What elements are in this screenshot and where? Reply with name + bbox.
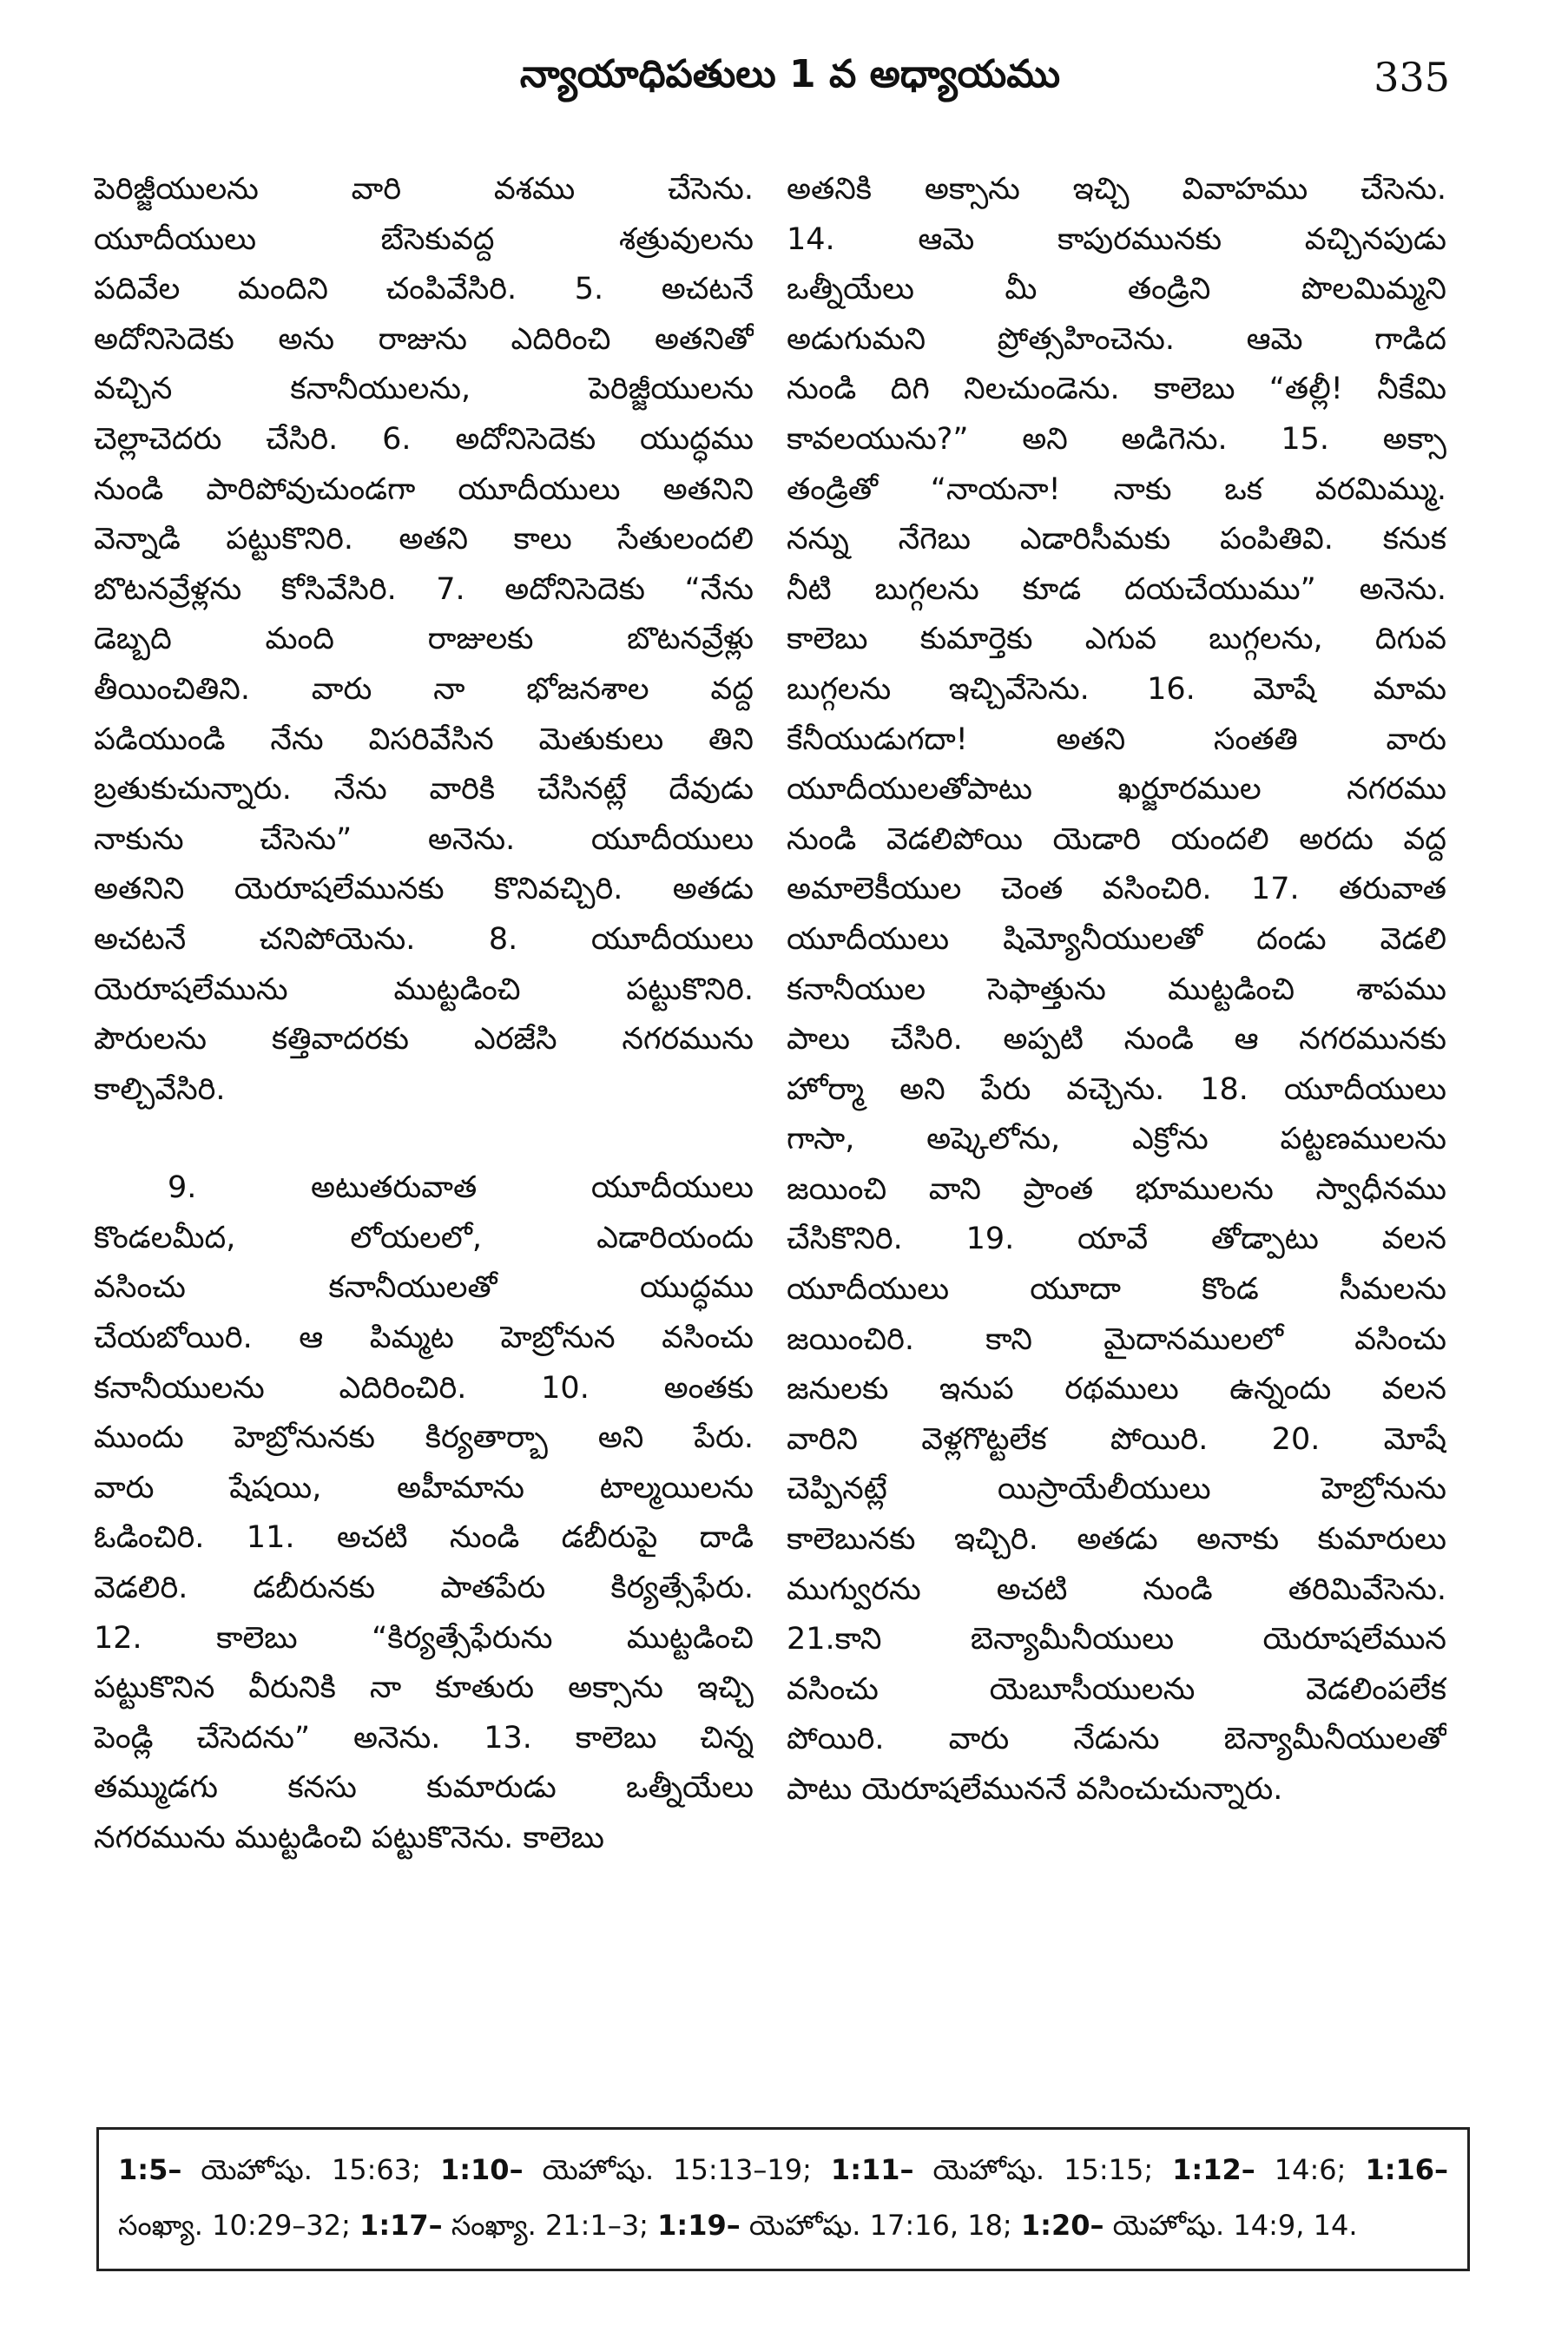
- verse-reference: 1:17–: [359, 2209, 443, 2242]
- reference-text: యెహోషు. 15:15;: [913, 2153, 1173, 2186]
- text-line: చెప్పినట్లే యిస్రాయేలీయులు హెబ్రోనును: [787, 1472, 1446, 1507]
- right-column: [787, 165, 1446, 1815]
- footnote-line: [118, 2197, 1448, 2253]
- text-line: బొటనవ్రేళ్లను కోసివేసిరి. 7. అదోనిసెదెకు “నేను: [94, 571, 754, 607]
- text-line: నుండి పారిపోవుచుండగా యూదీయులు అతనిని: [94, 471, 754, 507]
- text-line: కాలెబునకు ఇచ్చిరి. అతడు అనాకు కుమారులు: [787, 1522, 1446, 1558]
- text-line: తీయించితిని. వారు నా భోజనశాల వద్ద: [94, 671, 754, 707]
- chapter-title: న్యాయాధిపతులు 1 వ అధ్యాయము: [519, 52, 1061, 96]
- text-line: అతనికి అక్సాను ఇచ్చి వివాహము చేసెను.: [787, 172, 1446, 207]
- reference-text: యెహోషు. 15:13–19;: [523, 2153, 831, 2186]
- text-line: జయించి వాని ప్రాంత భూములను స్వాధీనము: [787, 1171, 1446, 1207]
- verse-reference: 1:12–: [1172, 2153, 1255, 2186]
- verse-reference: 1:16–: [1365, 2153, 1448, 2186]
- text-line: నాకును చేసెను” అనెను. యూదీయులు: [94, 821, 754, 857]
- text-line: నగరమును ముట్టడించి పట్టుకొనెను. కాలెబు: [94, 1821, 604, 1855]
- reference-text: 14:6;: [1255, 2153, 1366, 2186]
- text-line: కనానీయులను ఎదిరించిరి. 10. అంతకు: [94, 1370, 754, 1406]
- text-line: బ్రతుకుచున్నారు. నేను వారికి చేసినట్లే దేవుడు: [94, 772, 754, 807]
- text-line: వారు షేషయి, అహీమాను టాల్మయిలను: [94, 1470, 754, 1505]
- verse-reference: 1:10–: [439, 2153, 524, 2186]
- text-line: ఒత్నీయేలు మీ తండ్రిని పొలమిమ్మని: [787, 272, 1446, 307]
- left-column: [94, 165, 754, 1864]
- text-line: అతనిని యెరూషలేమునకు కొనివచ్చిరి. అతడు: [94, 872, 754, 907]
- text-line: నన్ను నేగెబు ఎడారిసీమకు పంపితివి. కనుక: [787, 522, 1446, 557]
- text-line: 12. కాలెబు “కిర్యత్సేఫేరును ముట్టడించి: [94, 1620, 754, 1656]
- text-line: యూదీయులు యూదా కొండ సీమలను: [787, 1272, 1446, 1308]
- text-line: జయించిరి. కాని మైదానములలో వసించు: [787, 1321, 1446, 1357]
- cross-reference-box: [96, 2127, 1470, 2271]
- left-paragraph-1: [94, 165, 754, 1115]
- text-line: బుగ్గలను ఇచ్చివేసెను. 16. మోషే మామ: [787, 671, 1446, 707]
- text-line: 14. ఆమె కాపురమునకు వచ్చినపుడు: [787, 221, 1446, 257]
- paragraph-gap: [94, 1115, 754, 1163]
- text-line: జనులకు ఇనుప రథములు ఉన్నందు వలన: [787, 1372, 1446, 1407]
- text-line: వసించు కనానీయులతో యుద్ధము: [94, 1270, 754, 1306]
- text-line: అడుగుమని ప్రోత్సహించెను. ఆమె గాడిద: [787, 321, 1446, 357]
- text-line: అమాలెకీయుల చెంత వసించిరి. 17. తరువాత: [787, 872, 1446, 907]
- text-line: వసించు యెబూసీయులను వెడలింపలేక: [787, 1671, 1446, 1707]
- text-line: యూదీయులతోపాటు ఖర్జూరముల నగరము: [787, 772, 1446, 807]
- text-line: హోర్మా అని పేరు వచ్చెను. 18. యూదీయులు: [787, 1071, 1446, 1107]
- text-line: పదివేల మందిని చంపివేసిరి. 5. అచటనే: [94, 272, 754, 307]
- text-line: కనానీయుల సెఫాత్తును ముట్టడించి శాపము: [787, 972, 1446, 1007]
- text-line: అదోనిసెదెకు అను రాజును ఎదిరించి అతనితో: [94, 321, 754, 357]
- text-line: ఓడించిరి. 11. అచటి నుండి డబీరుపై దాడి: [94, 1520, 754, 1556]
- reference-text: యెహోషు. 17:16, 18;: [740, 2209, 1021, 2242]
- text-line: పట్టుకొనిన వీరునికి నా కూతురు అక్సాను ఇచ్చి: [94, 1670, 754, 1706]
- text-line: నుండి వెడలిపోయి యెడారి యందలి అరదు వద్ద: [787, 821, 1446, 857]
- text-line: ముందు హెబ్రోనునకు కిర్యతార్బా అని పేరు.: [94, 1420, 754, 1456]
- page-number: 335: [1374, 54, 1450, 101]
- text-line: తండ్రితో “నాయనా! నాకు ఒక వరమిమ్ము.: [787, 471, 1446, 507]
- text-line: కాల్చివేసిరి.: [94, 1071, 226, 1107]
- text-line: చెల్లాచెదరు చేసిరి. 6. అదోనిసెదెకు యుద్ధము: [94, 421, 754, 457]
- text-line: వచ్చిన కనానీయులను, పెరిజ్జీయులను: [94, 372, 754, 407]
- text-line: కేనీయుడుగదా! అతని సంతతి వారు: [787, 721, 1446, 757]
- verse-reference: 1:5–: [118, 2153, 182, 2186]
- text-line: పెరిజ్జీయులను వారి వశము చేసెను.: [94, 172, 754, 207]
- text-line: పాటు యెరూషలేముననే వసించుచున్నారు.: [787, 1772, 1283, 1807]
- text-line: కొండలమీద, లోయలలో, ఎడారియందు: [94, 1220, 754, 1255]
- page-header: [96, 43, 1485, 122]
- right-paragraph: [787, 165, 1446, 1815]
- text-line: పడియుండి నేను విసరివేసిన మెతుకులు తిని: [94, 721, 754, 757]
- reference-text: సంఖ్యా. 21:1–3;: [442, 2209, 658, 2242]
- reference-text: సంఖ్యా. 10:29–32;: [118, 2209, 360, 2242]
- text-line: 21.కాని బెన్యామీనీయులు యెరూషలేమున: [787, 1622, 1446, 1657]
- text-line: పెండ్లి చేసెదను” అనెను. 13. కాలెబు చిన్న: [94, 1720, 754, 1756]
- text-line: యూదీయులు బేసెకువద్ద శత్రువులను: [94, 221, 754, 257]
- reference-text: యెహోషు. 15:63;: [181, 2153, 440, 2186]
- text-line: నుండి దిగి నిలచుండెను. కాలెబు “తల్లీ! నీకేమి: [787, 372, 1446, 407]
- text-line: వెడలిరి. డబీరునకు పాతపేరు కిర్యత్సేఫేరు.: [94, 1571, 754, 1606]
- verse-reference: 1:11–: [830, 2153, 914, 2186]
- left-paragraph-2: [94, 1163, 754, 1863]
- text-line: 9. అటుతరువాత యూదీయులు: [168, 1170, 754, 1206]
- text-line: పాలు చేసిరి. అప్పటి నుండి ఆ నగరమునకు: [787, 1022, 1446, 1057]
- text-line: డెబ్బది మంది రాజులకు బొటనవ్రేళ్లు: [94, 622, 754, 657]
- footnote-line: [118, 2142, 1448, 2197]
- text-line: అచటనే చనిపోయెను. 8. యూదీయులు: [94, 921, 754, 957]
- text-line: గాసా, అష్కెలోను, ఎక్రోను పట్టణములను: [787, 1122, 1446, 1157]
- text-line: తమ్ముడగు కనసు కుమారుడు ఒత్నీయేలు: [94, 1770, 754, 1806]
- text-line: నీటి బుగ్గలను కూడ దయచేయుము” అనెను.: [787, 571, 1446, 607]
- text-line: యెరూషలేమును ముట్టడించి పట్టుకొనిరి.: [94, 972, 754, 1007]
- text-line: వారిని వెళ్లగొట్టలేక పోయిరి. 20. మోషే: [787, 1421, 1446, 1457]
- text-line: పోయిరి. వారు నేడును బెన్యామీనీయులతో: [787, 1722, 1446, 1757]
- text-line: కాలెబు కుమార్తెకు ఎగువ బుగ్గలను, దిగువ: [787, 622, 1446, 657]
- reference-text: యెహోషు. 14:9, 14.: [1104, 2209, 1358, 2242]
- verse-reference: 1:20–: [1020, 2209, 1104, 2242]
- verse-reference: 1:19–: [657, 2209, 741, 2242]
- text-line: చేసికొనిరి. 19. యావే తోడ్పాటు వలన: [787, 1222, 1446, 1257]
- text-line: కావలయును?” అని అడిగెను. 15. అక్సా: [787, 421, 1446, 457]
- text-line: యూదీయులు షిమ్యోనీయులతో దండు వెడలి: [787, 921, 1446, 957]
- text-line: ముగ్వురను అచటి నుండి తరిమివేసెను.: [787, 1571, 1446, 1607]
- text-line: చేయబోయిరి. ఆ పిమ్మట హెబ్రోనున వసించు: [94, 1321, 754, 1356]
- text-line: వెన్నాడి పట్టుకొనిరి. అతని కాలు సేతులందలి: [94, 522, 754, 557]
- text-line: పౌరులను కత్తివాదరకు ఎరజేసి నగరమును: [94, 1022, 754, 1057]
